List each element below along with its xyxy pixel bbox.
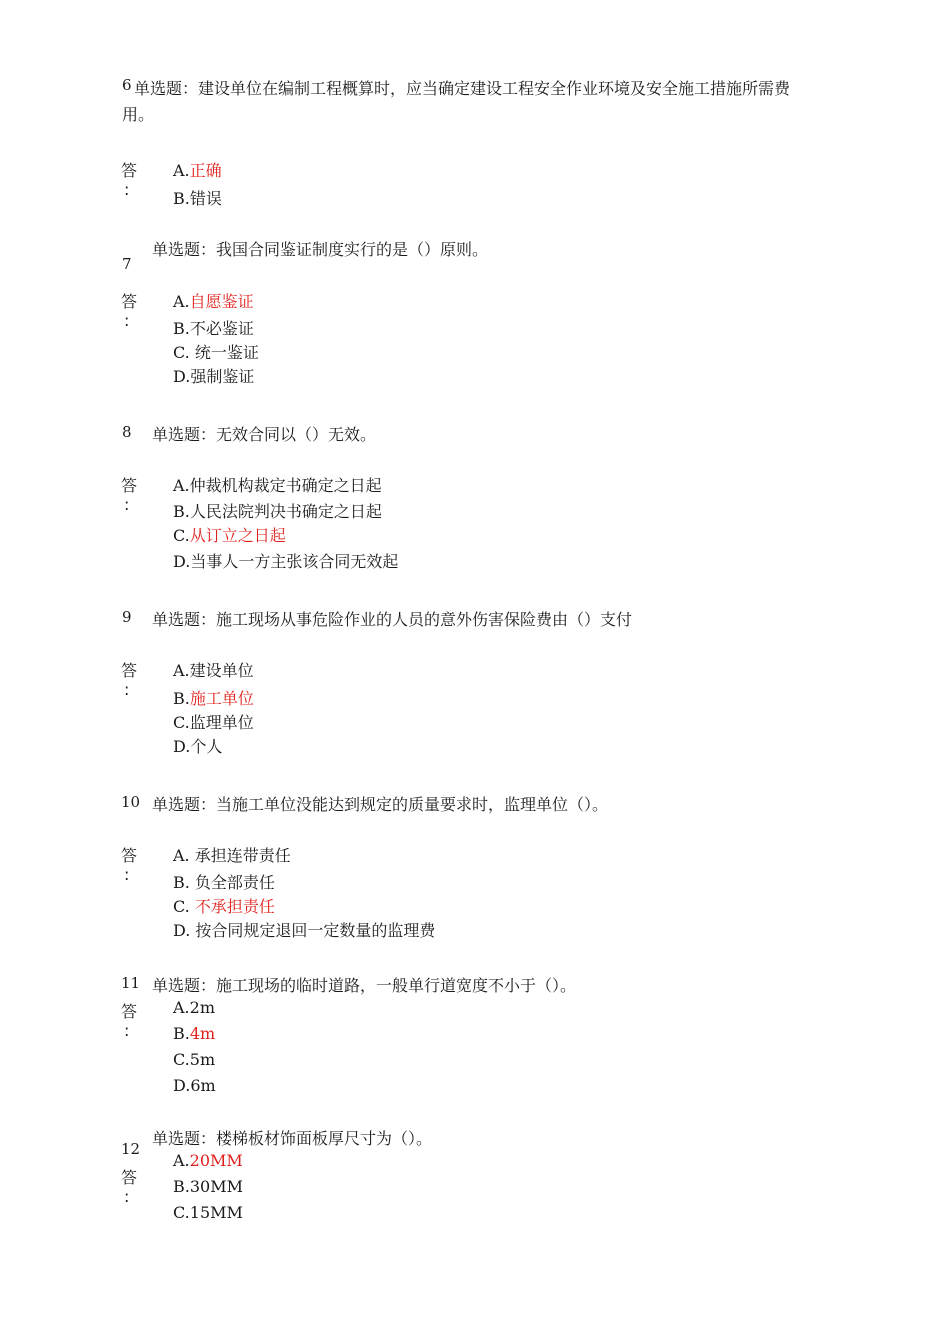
option-b: B.不必鉴证 (173, 319, 254, 338)
option-b: B. 负全部责任 (173, 873, 275, 892)
answer-label: 答 (121, 1168, 138, 1187)
option-d: D.个人 (173, 737, 223, 756)
question-stem: 单选题：施工现场的临时道路，一般单行道宽度不小于（）。 (152, 976, 577, 995)
question-stem: 单选题：楼梯板材饰面板厚尺寸为（）。 (152, 1129, 433, 1148)
option-d: D.强制鉴证 (173, 367, 255, 386)
correct-answer: 不承担责任 (189, 897, 275, 916)
option-c: C. 不承担责任 (173, 897, 275, 916)
option-c: C. 统一鉴证 (173, 343, 259, 362)
answer-colon: : (124, 180, 130, 199)
correct-answer: 自愿鉴证 (189, 292, 254, 311)
option-d: D. 按合同规定退回一定数量的监理费 (173, 921, 436, 940)
option-a: A.2m (173, 998, 215, 1017)
option-a: A.自愿鉴证 (173, 292, 254, 311)
option-b: B.施工单位 (173, 689, 254, 708)
question-number: 7 (122, 255, 132, 273)
question-stem: 单选题：建设单位在编制工程概算时，应当确定建设工程安全作业环境及安全施工措施所需费 (134, 79, 791, 98)
question-stem-cont: 用。 (122, 105, 155, 124)
answer-colon: : (124, 311, 130, 330)
option-c: C.从订立之日起 (173, 526, 286, 545)
question-number: 8 (122, 423, 132, 441)
correct-answer: 施工单位 (189, 689, 254, 708)
option-b: B.人民法院判决书确定之日起 (173, 502, 382, 521)
correct-answer: 从订立之日起 (189, 526, 286, 545)
correct-answer: 正确 (189, 161, 222, 180)
question-number: 11 (121, 974, 141, 992)
option-b: B.4m (173, 1024, 216, 1043)
question-stem: 单选题：施工现场从事危险作业的人员的意外伤害保险费由（）支付 (152, 610, 633, 629)
answer-label: 答 (121, 1002, 138, 1021)
option-c: C.监理单位 (173, 713, 254, 732)
option-a: A.20MM (173, 1151, 243, 1170)
option-a: A.正确 (173, 161, 222, 180)
question-number: 10 (121, 793, 141, 811)
answer-colon: : (124, 1187, 130, 1206)
option-a: A.仲裁机构裁定书确定之日起 (173, 476, 382, 495)
answer-label: 答 (121, 161, 138, 180)
correct-answer: 20MM (189, 1151, 243, 1170)
answer-label: 答 (121, 661, 138, 680)
answer-label: 答 (121, 846, 138, 865)
answer-colon: : (124, 1021, 130, 1040)
question-stem: 单选题：我国合同鉴证制度实行的是（）原则。 (152, 240, 489, 259)
option-b: B.30MM (173, 1177, 243, 1196)
question-number: 6 (122, 76, 132, 94)
option-a: A. 承担连带责任 (173, 846, 291, 865)
option-c: C.5m (173, 1050, 216, 1069)
option-c: C.15MM (173, 1203, 243, 1222)
option-d: D.6m (173, 1076, 216, 1095)
question-number: 9 (122, 608, 132, 626)
question-stem: 单选题：无效合同以（）无效。 (152, 425, 377, 444)
answer-label: 答 (121, 292, 138, 311)
answer-label: 答 (121, 476, 138, 495)
option-d: D.当事人一方主张该合同无效起 (173, 552, 399, 571)
answer-colon: : (124, 495, 130, 514)
answer-colon: : (124, 865, 130, 884)
question-stem: 单选题：当施工单位没能达到规定的质量要求时，监理单位（）。 (152, 795, 609, 814)
correct-answer: 4m (189, 1024, 216, 1043)
option-b: B.错误 (173, 189, 222, 208)
question-number: 12 (121, 1140, 141, 1158)
option-a: A.建设单位 (173, 661, 254, 680)
answer-colon: : (124, 680, 130, 699)
